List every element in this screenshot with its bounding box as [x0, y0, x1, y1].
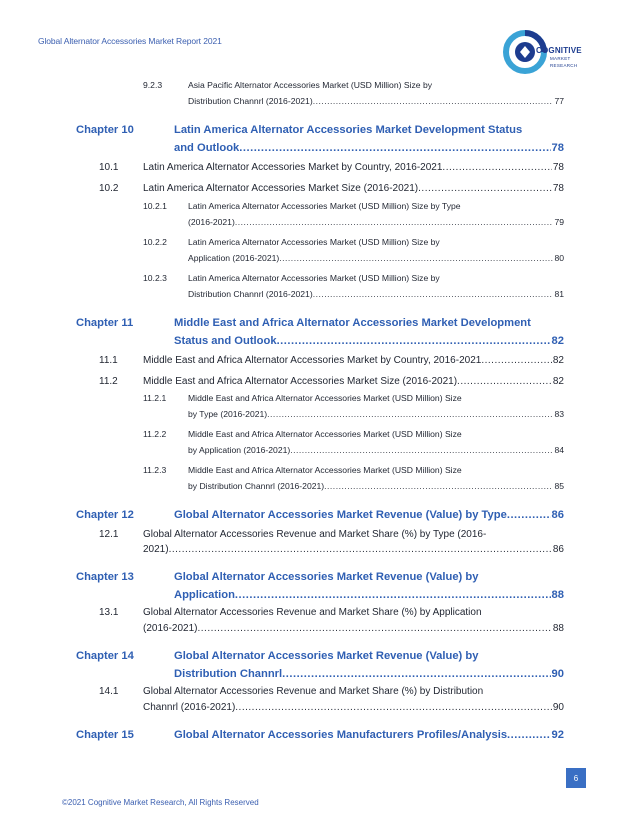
toc-leader-dots: [235, 702, 552, 713]
toc-page-number: 79: [554, 217, 564, 227]
page-number-badge: 6: [566, 768, 586, 788]
toc-entry-text: Global Alternator Accessories Revenue and Market Share (%) by Type (2016-: [143, 529, 487, 540]
toc-number: 11.1: [99, 355, 118, 366]
toc-page-number: 86: [551, 509, 564, 521]
toc-entry-text: Channrl (2016-2021): [143, 702, 236, 713]
toc-entry-line[interactable]: [188, 96, 564, 106]
toc-number: 9.2.3: [143, 80, 163, 90]
toc-page-number: 77: [554, 96, 564, 106]
toc-chapter-title: Middle East and Africa Alternator Accessories Market Development: [174, 317, 531, 329]
toc-number: 14.1: [99, 686, 119, 697]
toc-chapter-line[interactable]: [174, 335, 564, 347]
toc-number: 10.2.1: [143, 201, 167, 211]
toc-number: 10.2.3: [143, 273, 167, 283]
toc-entry-line[interactable]: [143, 355, 564, 366]
toc-chapter-number: Chapter 14: [76, 650, 134, 662]
toc-page-number: 82: [551, 335, 564, 347]
toc-entry-text: Middle East and Africa Alternator Accessories Market (USD Million) Size: [188, 393, 462, 403]
toc-entry-text: (2016-2021): [143, 623, 198, 634]
toc-entry-line[interactable]: [143, 183, 564, 194]
toc-chapter-line[interactable]: [174, 668, 564, 680]
toc-entry-line[interactable]: [188, 253, 564, 263]
toc-entry-line[interactable]: [188, 217, 564, 227]
logo-wordmark: COGNITIVE: [536, 46, 582, 55]
toc-page-number: 78: [552, 162, 564, 173]
toc-entry-line[interactable]: [143, 623, 564, 634]
toc-leader-dots: [481, 355, 552, 366]
toc-entry-line[interactable]: [143, 376, 564, 387]
toc-entry-text: by Type (2016-2021): [188, 409, 268, 419]
toc-entry-text: Middle East and Africa Alternator Accessories Market Size (2016-2021): [143, 376, 458, 387]
toc-chapter-title: Global Alternator Accessories Market Revenue (Value) by: [174, 571, 479, 583]
logo-subtext-market: MARKET: [550, 56, 571, 61]
toc-number: 10.2: [99, 183, 119, 194]
toc-page-number: 78: [551, 142, 564, 154]
report-header-title: Global Alternator Accessories Market Report 2021: [38, 36, 222, 46]
toc-number: 10.2.2: [143, 237, 167, 247]
toc-entry-text: (2016-2021): [188, 217, 235, 227]
toc-page-number: 90: [551, 668, 564, 680]
toc-number: 11.2.1: [143, 393, 167, 403]
toc-leader-dots: [169, 544, 552, 555]
toc-page-number: 78: [552, 183, 564, 194]
toc-entry-line[interactable]: [143, 702, 564, 713]
toc-entry-text: by Application (2016-2021): [188, 445, 291, 455]
toc-chapter-title: Global Alternator Accessories Manufacturers Profiles/Analysis: [174, 729, 508, 741]
toc-number: 11.2: [99, 376, 118, 387]
toc-page-number: 83: [554, 409, 564, 419]
toc-entry-text: Latin America Alternator Accessories Market Size (2016-2021): [143, 183, 419, 194]
toc-entry-text: Middle East and Africa Alternator Accessories Market (USD Million) Size: [188, 465, 462, 475]
toc-entry-text: Latin America Alternator Accessories Market (USD Million) Size by Type: [188, 201, 461, 211]
toc-entry-text: Global Alternator Accessories Revenue and Market Share (%) by Distribution: [143, 686, 484, 697]
toc-entry-text: Latin America Alternator Accessories Market by Country, 2016-2021: [143, 162, 443, 173]
toc-entry-line[interactable]: [188, 409, 564, 419]
toc-number: 13.1: [99, 607, 119, 618]
toc-chapter-number: Chapter 11: [76, 317, 134, 329]
toc-leader-dots: [324, 481, 553, 491]
toc-chapter-title: Global Alternator Accessories Market Revenue (Value) by Type: [174, 509, 507, 521]
toc-chapter-number: Chapter 15: [76, 729, 134, 741]
toc-chapter-title: Global Alternator Accessories Market Revenue (Value) by: [174, 650, 479, 662]
toc-page-number: 88: [551, 589, 564, 601]
toc-chapter-line[interactable]: [174, 729, 564, 741]
toc-entry-text: Global Alternator Accessories Revenue and Market Share (%) by Application: [143, 607, 482, 618]
toc-number: 11.2.3: [143, 465, 167, 475]
toc-entry-text: Latin America Alternator Accessories Market (USD Million) Size by: [188, 237, 440, 247]
toc-leader-dots: [235, 217, 554, 227]
toc-leader-dots: [279, 253, 553, 263]
toc-entry-line[interactable]: [188, 481, 564, 491]
toc-leader-dots: [290, 445, 553, 455]
toc-chapter-title: Distribution Channrl: [174, 668, 283, 680]
toc-entry-text: Middle East and Africa Alternator Accessories Market by Country, 2016-2021: [143, 355, 482, 366]
toc-chapter-line[interactable]: [174, 509, 564, 521]
toc-chapter-title: Status and Outlook: [174, 335, 277, 347]
toc-page-number: 82: [552, 376, 564, 387]
toc-entry-text: Application (2016-2021): [188, 253, 280, 263]
toc-entry-line[interactable]: [188, 445, 564, 455]
toc-page-number: 88: [552, 623, 564, 634]
toc-entry-text: Asia Pacific Alternator Accessories Market (USD Million) Size by: [188, 80, 433, 90]
toc-leader-dots: [442, 162, 551, 173]
toc-leader-dots: [313, 289, 554, 299]
toc-chapter-title: Latin America Alternator Accessories Market Development Status: [174, 124, 523, 136]
toc-entry-text: Distribution Channrl (2016-2021): [188, 289, 313, 299]
toc-entry-text: Distribution Channrl (2016-2021): [188, 96, 313, 106]
toc-leader-dots: [457, 376, 552, 387]
toc-page-number: 85: [554, 481, 564, 491]
toc-leader-dots: [267, 409, 553, 419]
toc-page-number: 86: [552, 544, 564, 555]
toc-page-number: 84: [554, 445, 564, 455]
toc-leader-dots: [507, 729, 551, 741]
toc-entry-text: by Distribution Channrl (2016-2021): [188, 481, 325, 491]
toc-entry-line[interactable]: [188, 289, 564, 299]
logo-subtext-research: RESEARCH: [550, 63, 578, 68]
toc-page-number: 80: [554, 253, 564, 263]
toc-leader-dots: [277, 335, 551, 347]
toc-leader-dots: [418, 183, 552, 194]
toc-page-number: 82: [552, 355, 564, 366]
copyright-footer: ©2021 Cognitive Market Research, All Rights Reserved: [62, 798, 259, 807]
toc-leader-dots: [313, 96, 554, 106]
toc-leader-dots: [507, 509, 551, 521]
toc-chapter-number: Chapter 12: [76, 509, 134, 521]
toc-page-number: 81: [554, 289, 564, 299]
toc-page-number: 92: [551, 729, 564, 741]
toc-chapter-line[interactable]: [174, 589, 564, 601]
toc-number: 12.1: [99, 529, 119, 540]
toc-leader-dots: [282, 668, 550, 680]
toc-chapter-number: Chapter 10: [76, 124, 134, 136]
toc-leader-dots: [197, 623, 551, 634]
toc-entry-text: Middle East and Africa Alternator Accessories Market (USD Million) Size: [188, 429, 462, 439]
toc-page-number: 90: [552, 702, 564, 713]
toc-chapter-line[interactable]: [174, 142, 564, 154]
toc-leader-dots: [239, 142, 550, 154]
toc-number: 11.2.2: [143, 429, 167, 439]
toc-entry-line[interactable]: [143, 162, 564, 173]
toc-leader-dots: [235, 589, 551, 601]
toc-chapter-number: Chapter 13: [76, 571, 134, 583]
toc-entry-text: 2021): [143, 544, 169, 555]
toc-entry-text: Latin America Alternator Accessories Market (USD Million) Size by: [188, 273, 440, 283]
toc-chapter-title: and Outlook: [174, 142, 240, 154]
toc-entry-line[interactable]: [143, 544, 564, 555]
toc-chapter-title: Application: [174, 589, 235, 601]
toc-number: 10.1: [99, 162, 119, 173]
